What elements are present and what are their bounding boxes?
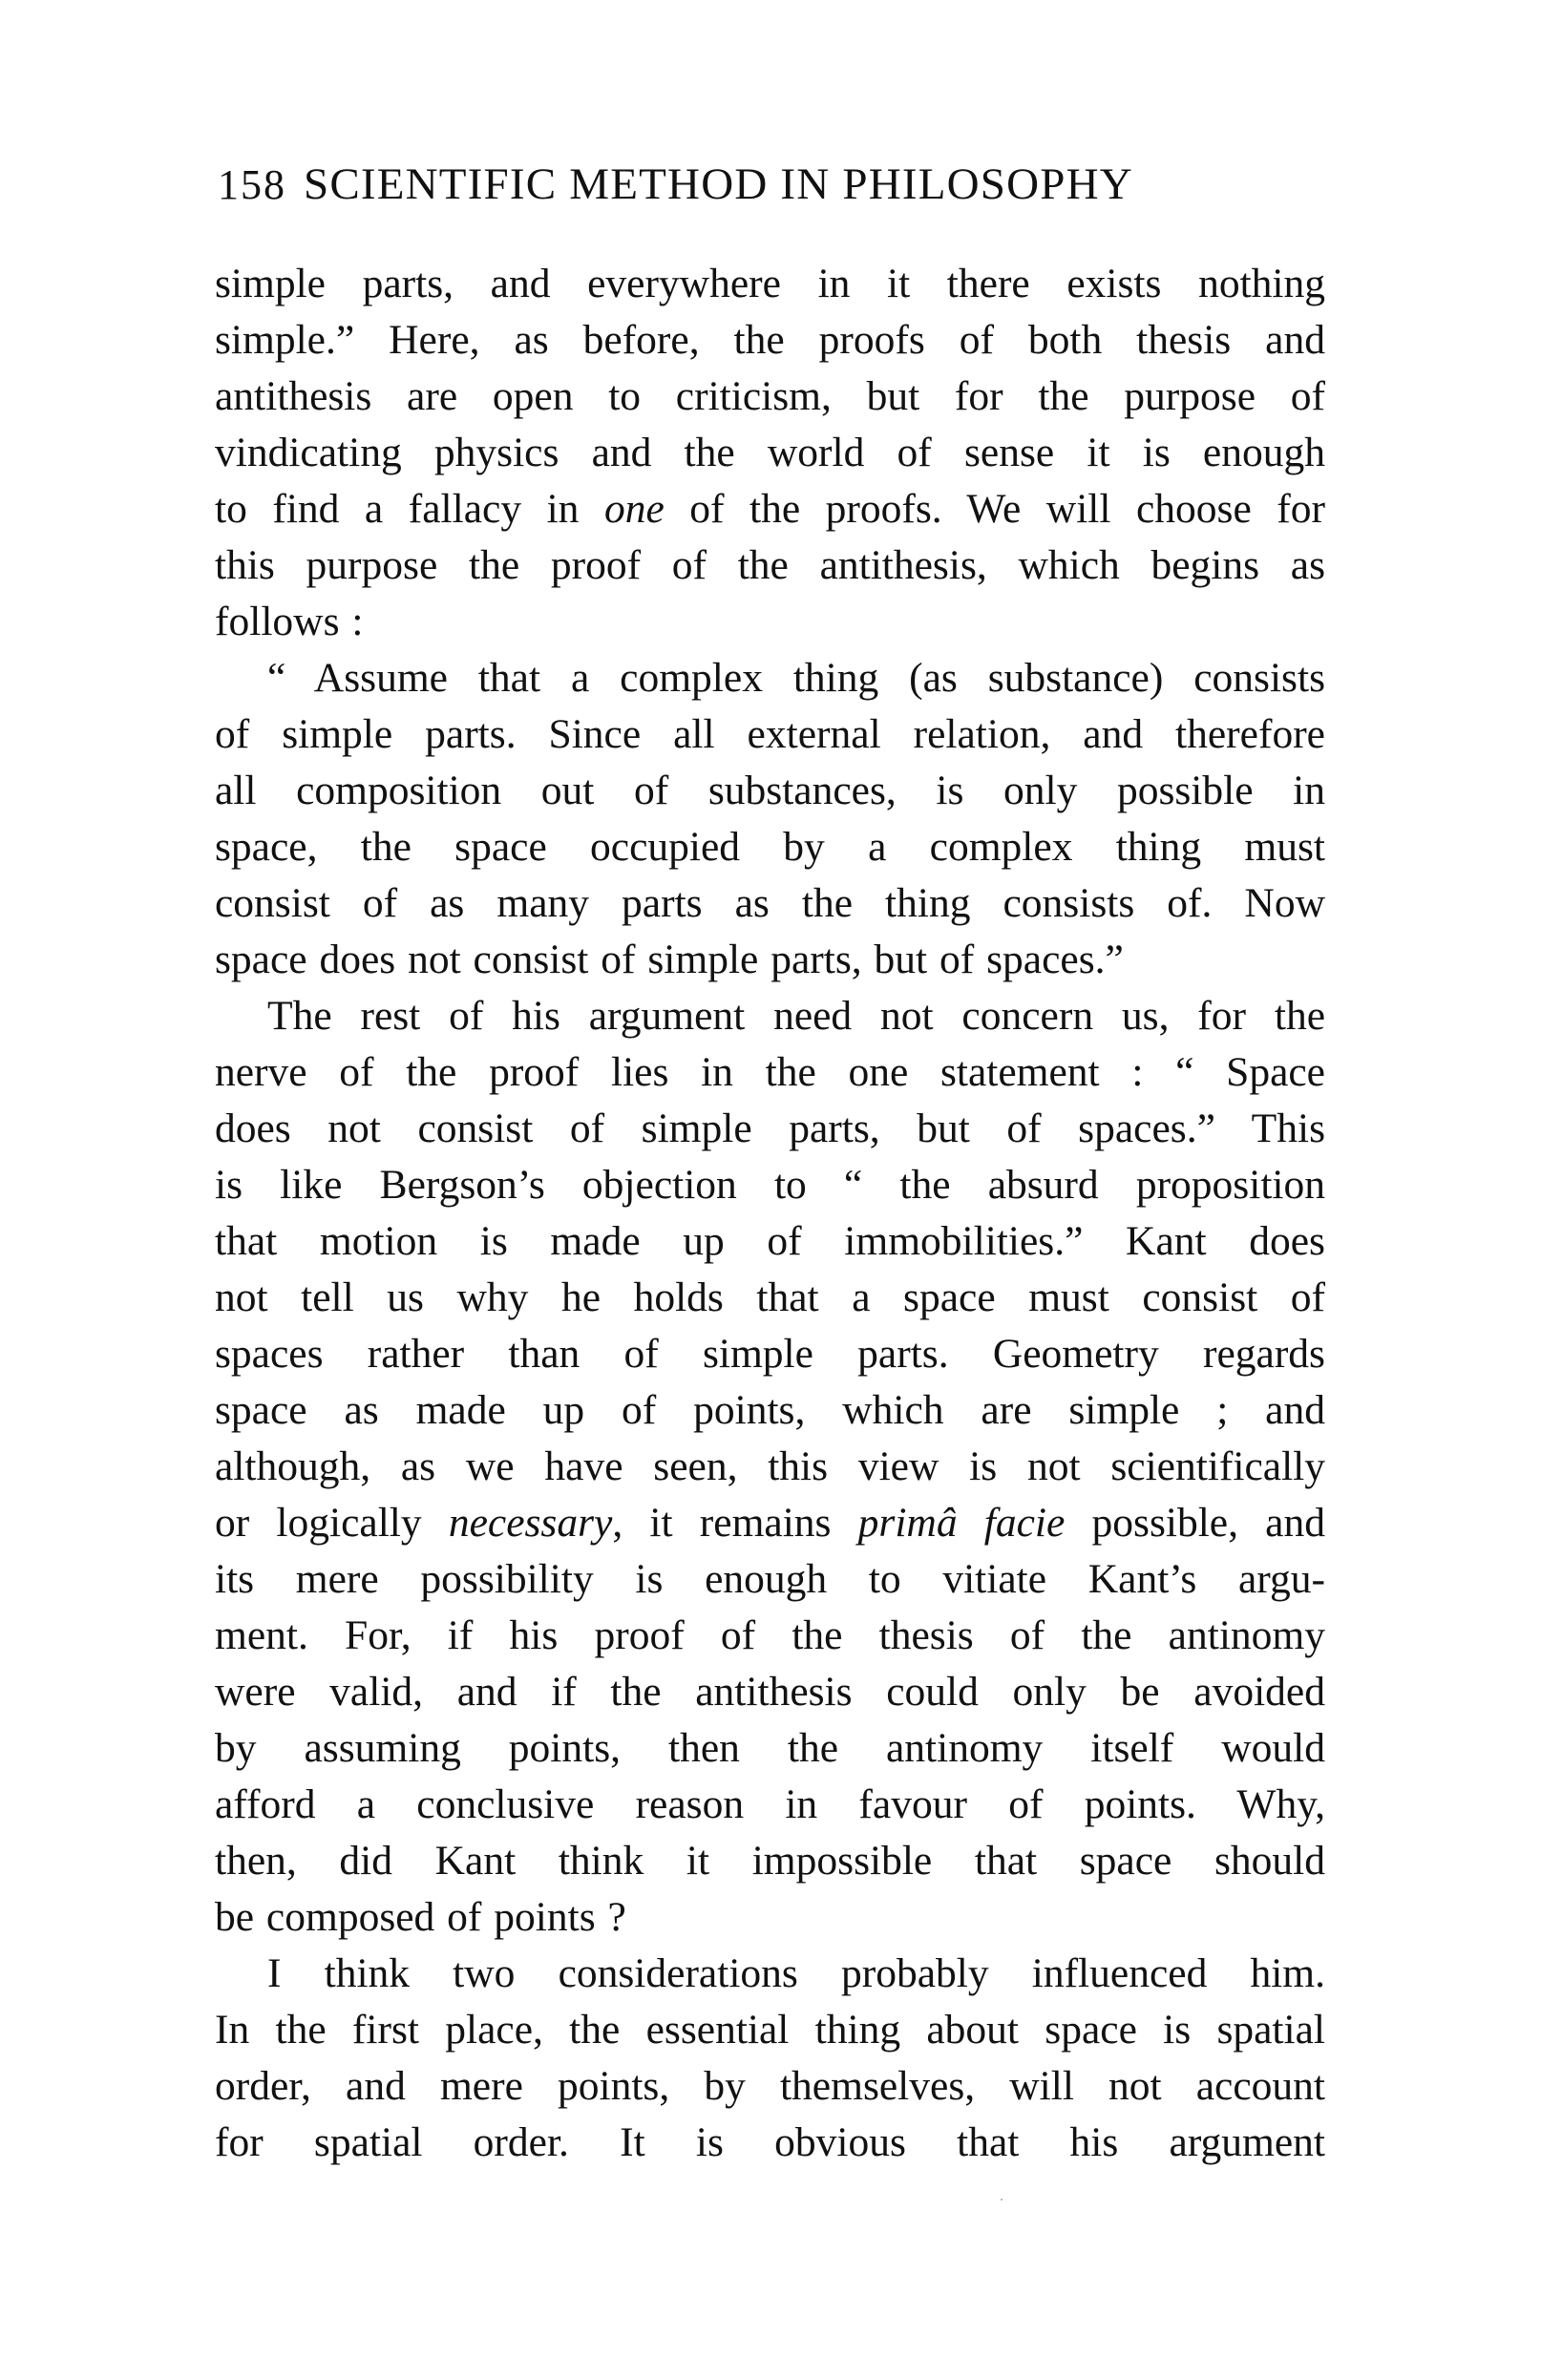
text-segment: simple.” Here, as before, the proofs of both thesis and (215, 317, 1325, 363)
text-segment: spaces rather than of simple parts. Geometry regards (215, 1331, 1325, 1377)
text-segment: by assuming points, then the antinomy itself would (215, 1725, 1325, 1771)
text-line (215, 1720, 1325, 1777)
text-segment: that motion is made up of immobilities.” Kant does (215, 1218, 1325, 1264)
text-segment: for spatial order. It is obvious that his argument (215, 2119, 1325, 2165)
text-segment: space does not consist of simple parts, but of spaces.” (215, 937, 1124, 982)
text-segment: although, as we have seen, this view is not scientifically (215, 1443, 1325, 1489)
text-segment: I think two considerations probably influenced him. (267, 1950, 1325, 1996)
text-segment: , it remains (612, 1500, 858, 1546)
text-line (215, 312, 1325, 369)
body-text (215, 256, 1325, 2171)
text-line (215, 932, 1325, 988)
running-head-title: SCIENTIFIC METHOD IN PHILOSOPHY (304, 159, 1133, 209)
text-line (215, 763, 1325, 819)
text-line (215, 256, 1325, 312)
text-segment: order, and mere points, by themselves, will not account (215, 2063, 1325, 2109)
italic-text: necessary (448, 1500, 613, 1546)
text-line (215, 1157, 1325, 1213)
text-segment: not tell us why he holds that a space must consist of (215, 1274, 1325, 1320)
text-segment: of simple parts. Since all external relation, and therefore (215, 711, 1325, 757)
text-segment: be composed of points ? (215, 1894, 626, 1940)
text-line (215, 2058, 1325, 2115)
text-line (215, 594, 1325, 650)
text-line (215, 1213, 1325, 1270)
text-segment: all composition out of substances, is only possible in (215, 768, 1325, 813)
text-line (215, 2002, 1325, 2058)
text-segment: to find a fallacy in (215, 486, 604, 532)
text-segment: ment. For, if his proof of the thesis of the antinomy (215, 1612, 1325, 1658)
text-line (215, 1889, 1325, 1946)
text-line (215, 481, 1325, 537)
italic-text: one (603, 486, 665, 532)
text-segment: nerve of the proof lies in the one statement : “ Space (215, 1049, 1325, 1095)
text-line (215, 819, 1325, 875)
text-segment: this purpose the proof of the antithesis, which begins as (215, 542, 1325, 588)
text-segment: The rest of his argument need not concern us, for the (267, 993, 1325, 1039)
text-segment: space as made up of points, which are simple ; and (215, 1387, 1325, 1433)
text-line (215, 1946, 1325, 2002)
text-line (215, 875, 1325, 932)
scan-speck (1001, 2199, 1003, 2201)
text-line (215, 1326, 1325, 1382)
italic-text: primâ facie (857, 1500, 1066, 1546)
text-line (215, 1495, 1325, 1551)
text-segment: is like Bergson’s objection to “ the absurd proposition (215, 1162, 1325, 1208)
text-line (215, 537, 1325, 594)
text-line (215, 1664, 1325, 1720)
text-segment: antithesis are open to criticism, but for the purpose of (215, 373, 1325, 419)
text-line (215, 1833, 1325, 1889)
text-segment: or logically (215, 1500, 449, 1546)
text-segment: vindicating physics and the world of sense it is enough (215, 430, 1325, 475)
text-line (215, 1270, 1325, 1326)
running-head (218, 156, 1325, 213)
text-segment: does not consist of simple parts, but of spaces.” This (215, 1106, 1325, 1151)
text-segment: then, did Kant think it impossible that space should (215, 1838, 1325, 1884)
text-segment: space, the space occupied by a complex thing must (215, 824, 1325, 870)
text-segment: afford a conclusive reason in favour of points. Why, (215, 1781, 1325, 1827)
text-line (215, 1101, 1325, 1157)
text-line (215, 1439, 1325, 1495)
text-line (215, 1382, 1325, 1439)
text-line (215, 425, 1325, 481)
text-line (215, 650, 1325, 706)
text-line (215, 1608, 1325, 1664)
text-segment: possible, and (1065, 1500, 1325, 1546)
text-line (215, 369, 1325, 425)
text-segment: consist of as many parts as the thing consists of. Now (215, 880, 1325, 926)
text-segment: its mere possibility is enough to vitiate Kant’s argu- (215, 1556, 1325, 1602)
text-segment: were valid, and if the antithesis could only be avoided (215, 1669, 1325, 1715)
text-line (215, 1777, 1325, 1833)
text-segment: “ Assume that a complex thing (as substance) consists (267, 655, 1325, 701)
text-line (215, 1044, 1325, 1101)
text-line (215, 988, 1325, 1044)
text-line (215, 2115, 1325, 2171)
text-segment: of the proofs. We will choose for (664, 486, 1325, 532)
text-segment: follows : (215, 599, 364, 644)
text-line (215, 706, 1325, 763)
text-segment: simple parts, and everywhere in it there exists nothing (215, 261, 1325, 306)
page-number: 158 (218, 161, 286, 208)
text-segment: In the first place, the essential thing about space is spatial (215, 2007, 1325, 2053)
text-line (215, 1551, 1325, 1608)
